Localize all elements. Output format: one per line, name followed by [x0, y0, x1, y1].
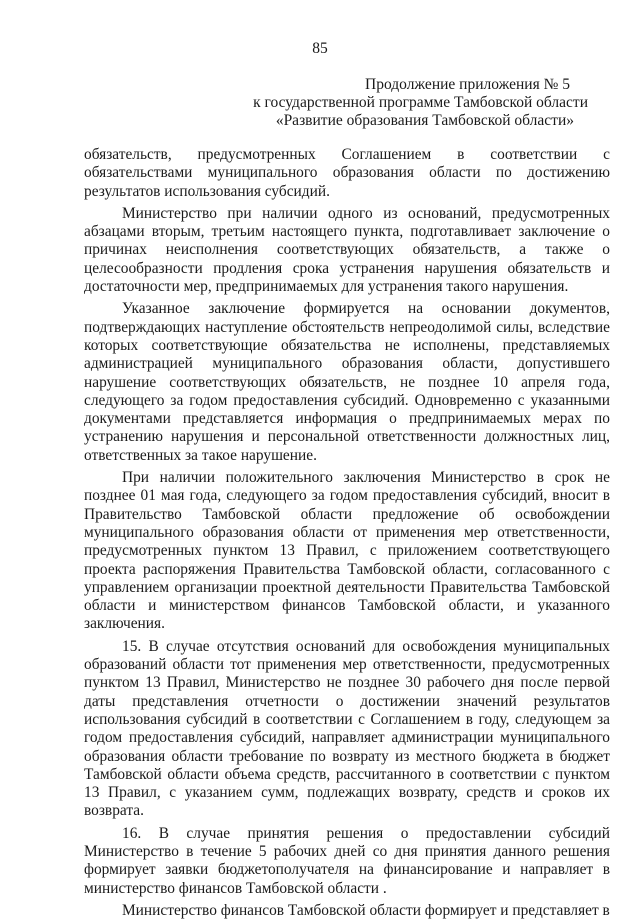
paragraph-conclusion-basis: Указанное заключение формируется на основании документов, подтверждающих наступление обстоятельств непреодолимой силы, вследствие которых соответствующие обязательства не исполнены, представляемых администрацией муниципального образования области, допустившего нарушение соответствующих обязательств, не позднее 10 апреля года, следующего за годом предоставления субсидий. Одновременно с указанными документами представляется информация о предпринимаемых мерах по устранению нарушения и персональной ответственности должностных лиц, ответственных за такое нарушение.	[84, 300, 610, 464]
paragraph-continuation: обязательств, предусмотренных Соглашением в соответствии с обязательствами муниципального образования области по достижению результатов использования субсидий.	[84, 146, 610, 200]
paragraph-item-16: 16. В случае принятия решения о предоставлении субсидий Министерство в течение 5 рабочих дней со дня принятия данного решения формирует заявки бюджетополучателя на финансирование и направляет в министерство финансов Тамбовской области .	[84, 824, 610, 897]
appendix-header-line-1: Продолжение приложения № 5	[365, 76, 570, 93]
paragraph-item-15: 15. В случае отсутствия оснований для освобождения муниципальных образований области тот применения мер ответственности, предусмотренных пунктом 13 Правил, Министерство не позднее 30 рабочего дня после первой даты представления отчетности о достижении значений результатов использования субсидий в соответствии с Соглашением в году, следующем за годом предоставления субсидий, направляет администрации муниципального образования области требование по возврату из местного бюджета в бюджет Тамбовской области объема средств, рассчитанного в соответствии с пунктом 13 Правил, с указанием сумм, подлежащих возврату, средств и сроков их возврата.	[84, 637, 610, 820]
document-body	[84, 146, 610, 924]
page-number: 85	[312, 40, 328, 57]
appendix-header	[204, 76, 604, 130]
paragraph-positive-conclusion: При наличии положительного заключения Министерство в срок не позднее 01 мая года, следующего за годом предоставления субсидий, вносит в Правительство Тамбовской области предложение об освобождении муниципального образования области от применения мер ответственности, предусмотренных пунктом 13 Правил, с приложением соответствующего проекта распоряжения Правительства Тамбовской области, согласованного с управлением организации проектной деятельности Правительства Тамбовской области и министерством финансов Тамбовской области, и указанного заключения.	[84, 469, 610, 633]
appendix-header-line-2: к государственной программе Тамбовской области	[253, 94, 588, 111]
paragraph-ministry-finance: Министерство финансов Тамбовской области формирует и представляет в	[122, 901, 610, 919]
paragraph-conclusion-preparation: Министерство при наличии одного из оснований, предусмотренных абзацами вторым, третьим настоящего пункта, подготавливает заключение о причинах неисполнения соответствующих обязательств, а также о целесообразности продления срока устранения нарушения обязательств и достаточности мер, предпринимаемых для устранения такого нарушения.	[84, 204, 610, 296]
appendix-header-line-3: «Развитие образования Тамбовской области»	[275, 112, 574, 129]
